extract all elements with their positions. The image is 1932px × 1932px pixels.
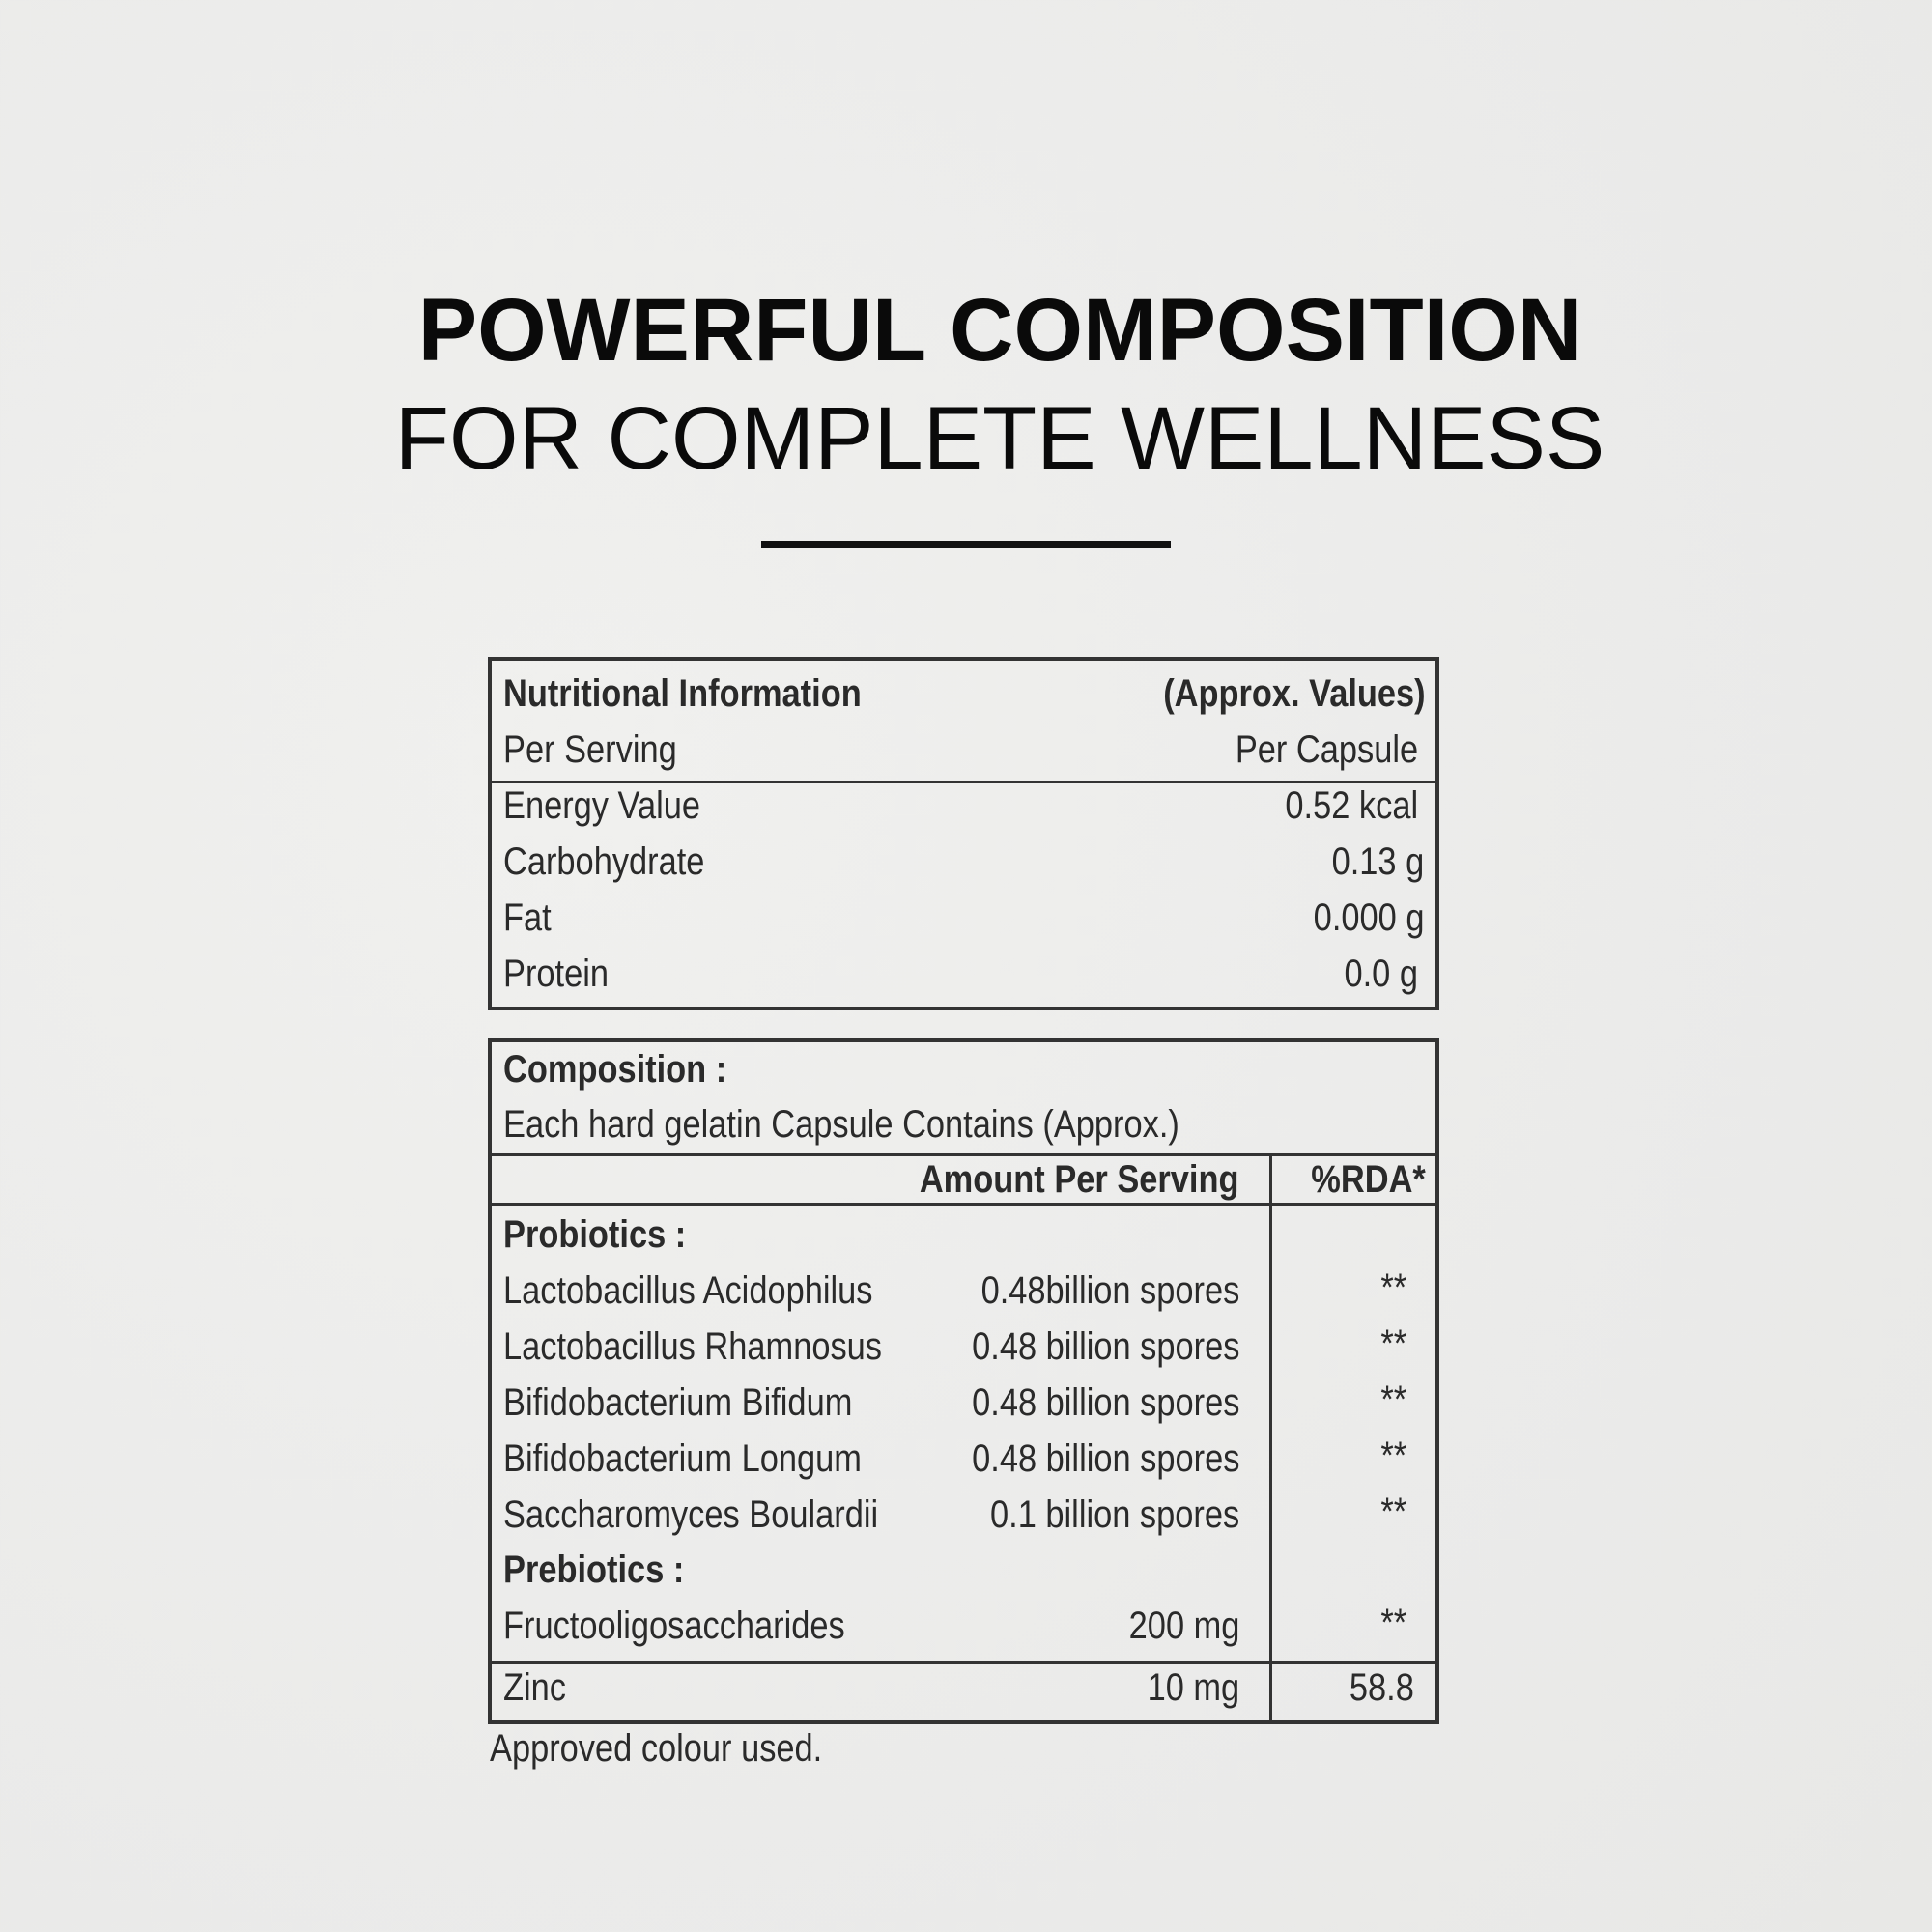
nutrition-row-name: Protein [503, 952, 610, 995]
per-capsule-label: Per Capsule [1235, 728, 1418, 771]
ingredient-amount: 0.1 billion spores [989, 1493, 1239, 1536]
headline-bold: POWERFUL COMPOSITION [417, 281, 1582, 380]
nutrition-row-value: 0.0 g [1344, 952, 1418, 995]
probiotics-label: Probiotics : [503, 1213, 687, 1256]
prebiotics-label: Prebiotics : [503, 1548, 685, 1591]
amount-column-header: Amount Per Serving [920, 1158, 1239, 1201]
ingredient-name: Saccharomyces Boulardii [503, 1493, 879, 1536]
rda-column-header: %RDA* [1311, 1158, 1426, 1201]
ingredient-name: Lactobacillus Acidophilus [503, 1269, 873, 1312]
composition-divider [492, 1153, 1435, 1156]
ingredient-amount: 0.48billion spores [980, 1269, 1239, 1312]
ingredient-rda: ** [1380, 1266, 1406, 1309]
title-underline [761, 541, 1171, 548]
zinc-amount: 10 mg [1147, 1666, 1239, 1709]
nutrition-row-name: Energy Value [503, 784, 700, 827]
ingredient-name: Lactobacillus Rhamnosus [503, 1325, 882, 1368]
ingredient-amount: 0.48 billion spores [971, 1437, 1239, 1480]
ingredient-rda: ** [1380, 1602, 1406, 1644]
ingredient-rda: ** [1380, 1435, 1406, 1477]
nutrition-title: Nutritional Information [503, 672, 862, 715]
ingredient-rda: ** [1380, 1378, 1406, 1421]
rda-column-divider [1269, 1153, 1272, 1720]
nutrition-row-value: 0.000 g [1313, 896, 1424, 939]
nutrition-table [488, 657, 1439, 1010]
nutrition-divider [492, 781, 1435, 783]
composition-title: Composition : [503, 1048, 727, 1091]
ingredient-amount: 0.48 billion spores [971, 1325, 1239, 1368]
ingredient-amount: 200 mg [1128, 1605, 1239, 1647]
zinc-rda: 58.8 [1350, 1666, 1414, 1709]
nutrition-row-name: Fat [503, 896, 552, 939]
zinc-divider [492, 1661, 1435, 1664]
nutrition-row-value: 0.13 g [1331, 840, 1424, 883]
nutrition-row-value: 0.52 kcal [1285, 784, 1418, 827]
ingredient-name: Fructooligosaccharides [503, 1605, 845, 1647]
ingredient-name: Bifidobacterium Bifidum [503, 1381, 853, 1424]
composition-subtitle: Each hard gelatin Capsule Contains (Approx.) [503, 1103, 1179, 1146]
nutrition-title-right: (Approx. Values) [1163, 672, 1426, 715]
headline-regular: FOR COMPLETE WELLNESS [394, 389, 1605, 488]
nutrition-row-name: Carbohydrate [503, 840, 705, 883]
ingredient-amount: 0.48 billion spores [971, 1381, 1239, 1424]
ingredient-rda: ** [1380, 1491, 1406, 1533]
footnote: Approved colour used. [490, 1727, 823, 1770]
header-divider [492, 1203, 1435, 1206]
ingredient-rda: ** [1380, 1322, 1406, 1365]
per-serving-label: Per Serving [503, 728, 677, 771]
zinc-name: Zinc [503, 1666, 566, 1709]
composition-table [488, 1038, 1439, 1724]
ingredient-name: Bifidobacterium Longum [503, 1437, 862, 1480]
